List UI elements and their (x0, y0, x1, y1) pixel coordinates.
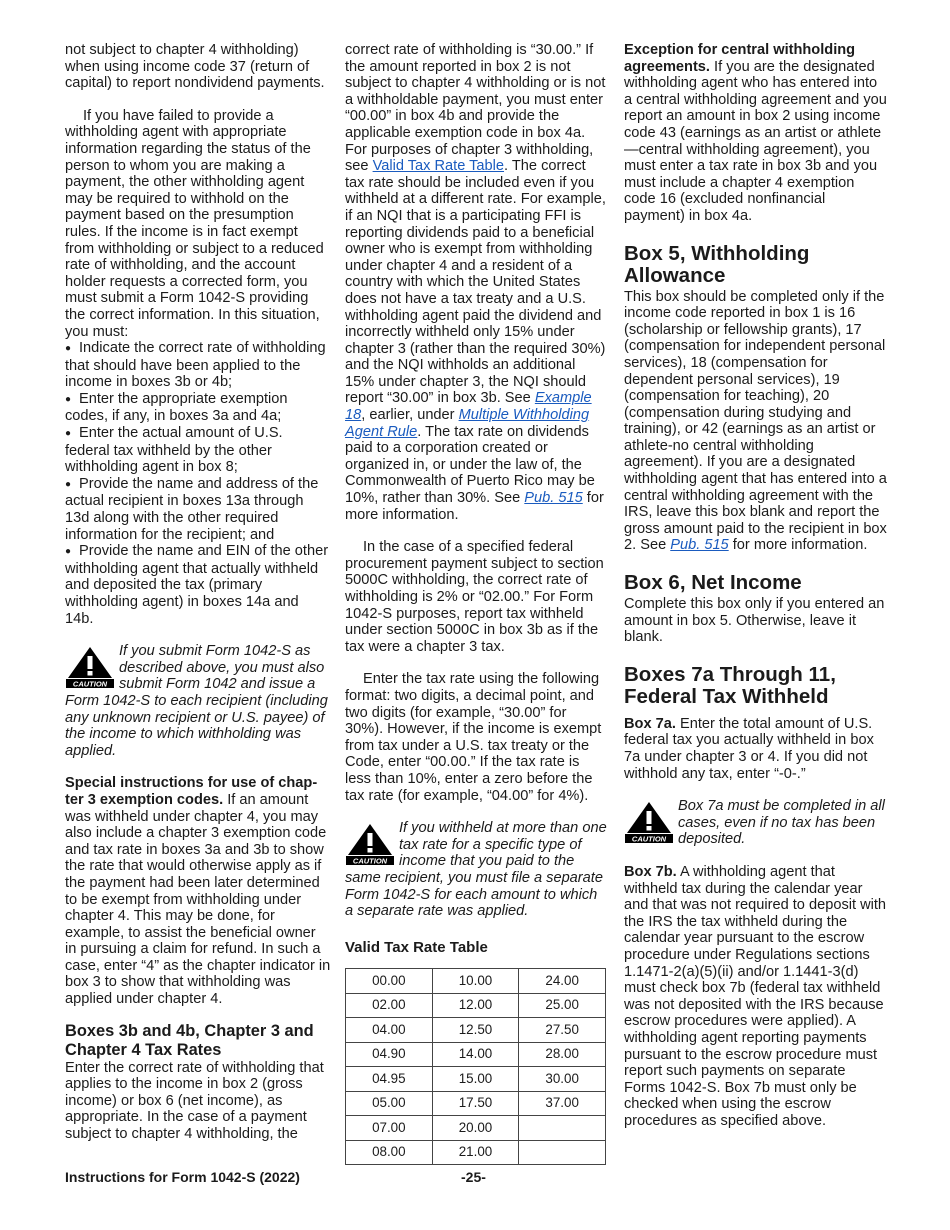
caution-text: If you submit Form 1042-S as described above, you must also submit Form 1042 and issue a Form 1042-S to each recipient (including any unknown recipient or U.S. payee) of the income to which withholding was applied. (65, 643, 328, 759)
paragraph-failed-to-provide: If you have failed to provide a withholding agent with appropriate information regarding the status of the person to whom you are making a payment, the other withholding agent may be required to withhold on the payment based on the presumption rules. If the income is in fact exempt from withholding or subject to a reduced rate of withholding, and the account holder requests a corrected form, you must submit a Form 1042-S providing the correct information. In this situation, you must: (65, 107, 324, 340)
link-pub-515[interactable]: Pub. 515 (670, 537, 729, 554)
run-in-heading: Exception for central withholding agreements. (624, 42, 856, 75)
caution-icon-label: CAUTION (631, 834, 667, 844)
paragraph-rate-format: Enter the tax rate using the following format: two digits, a decimal point, and two digits (for example, “30.00” for 30%). However, if the income is exempt from tax under a U.S. tax treaty or the Code, enter “00.00.” If the tax rate is less than 10%, enter a zero before the tax rate (for example, “04.00” for 4%). (345, 671, 602, 804)
table-row (346, 993, 606, 1018)
paragraph-central-withholding: Exception for central withholding agreements. If you are the designated withholding agent who has entered into a central withholding agreement and you report an amount in box 2 using income code 43 (earnings as an artist or athlete—central withholding agreement), you must enter a tax rate in box 3b and you must include a chapter 4 exemption code 16 (excluded nonfinancial payment) in box 4a. (624, 42, 887, 224)
table-cell (519, 1116, 606, 1141)
table-row (346, 1140, 606, 1165)
caution-text: Box 7a must be completed in all cases, even if no tax has been deposited. (678, 798, 885, 848)
table-row (346, 1018, 606, 1043)
caution-icon (624, 800, 674, 844)
heading-box-6: Box 6, Net Income (624, 571, 802, 595)
table-cell: 05.00 (346, 1091, 433, 1116)
heading-boxes-7a-11: Boxes 7a Through 11, Federal Tax Withheld (624, 662, 836, 708)
table-cell: 00.00 (346, 969, 433, 994)
column-right (624, 42, 888, 1129)
caution-icon (65, 645, 115, 689)
list-item: ● Provide the name and EIN of the other withholding agent that actually withheld and deposited the tax (primary withholding agent) in boxes 14a and 14b. (65, 543, 329, 627)
table-cell: 17.50 (432, 1091, 519, 1116)
table-cell: 12.00 (432, 993, 519, 1018)
paragraph-federal-procurement: In the case of a specified federal procurement payment subject to section 5000C withholding, the correct rate of withholding is 2% or “02.00.” For Form 1042-S purposes, report tax withheld under section 5000C in box 3b as if the tax were a chapter 3 tax. (345, 539, 604, 655)
list-item: ● Enter the appropriate exemption codes, if any, in boxes 3a and 4a; (65, 390, 288, 425)
table-row (346, 969, 606, 994)
table-cell: 28.00 (519, 1042, 606, 1067)
table-row (346, 1091, 606, 1116)
paragraph-correct-rate: correct rate of withholding is “30.00.” If the amount reported in box 2 is not subject to chapter 4 withholding or is not a withholdable payment, you must enter “00.00” in box 4b and provide the applicable exemption code in box 4a. For purposes of chapter 3 withholding, see Valid Tax Rate Table. The correct tax rate should be included even if you withheld at a different rate. For example, if an NQI that is a participating FFI is reporting dividends paid to a beneficial owner who is exempt from withholding under chapter 4 and a resident of a country with which the United States does not have a tax treaty and a U.S. withholding agent paid the dividend and incorrectly withheld only 15% under chapter 3 (rather than the required 30%) and the NQI withholds an additional 15% under chapter 3, the NQI should report “30.00” in box 3b. See Example 18, earlier, under Multiple Withholding Agent Rule. The tax rate on dividends paid to a corporation created or organized in, or under the law of, the Commonwealth of Puerto Rico may be 10%, rather than 30%. See Pub. 515 for more information. (345, 42, 606, 523)
caution-note (624, 798, 888, 848)
table-row (346, 1067, 606, 1092)
table-row (346, 1116, 606, 1141)
link-valid-tax-rate-table[interactable]: Valid Tax Rate Table (372, 158, 505, 175)
table-cell: 04.00 (346, 1018, 433, 1043)
column-left (65, 42, 331, 1143)
table-cell: 08.00 (346, 1140, 433, 1165)
table-cell: 24.00 (519, 969, 606, 994)
table-cell: 30.00 (519, 1067, 606, 1092)
paragraph-box-6: Complete this box only if you entered an amount in box 5. Otherwise, leave it blank. (624, 596, 885, 646)
run-in-heading: Box 7b. (624, 863, 677, 880)
table-cell: 10.00 (432, 969, 519, 994)
link-pub-515[interactable]: Pub. 515 (524, 490, 583, 507)
bullet-list (65, 340, 331, 627)
table-cell: 25.00 (519, 993, 606, 1018)
paragraph-return-of-capital: not subject to chapter 4 withholding) when using income code 37 (return of capital) to report nondividend payments. (65, 42, 325, 92)
list-item: ● Indicate the correct rate of withholding that should have been applied to the income in boxes 3b or 4b; (65, 340, 326, 391)
caution-note (345, 820, 607, 920)
caution-note (65, 643, 331, 759)
caution-icon-label: CAUTION (72, 679, 108, 689)
table-cell (519, 1140, 606, 1165)
heading-box-5: Box 5, Withholding Allowance (624, 241, 810, 287)
paragraph-box-5: This box should be completed only if the income code reported in box 1 is 16 (scholarship or fellowship grants), 17 (compensation for independent personal services), 18 (compensation for dependent personal services), 19 (compensation for teaching), 20 (compensation during studying and training), or 42 (earnings as an artist or athlete-no central withholding agreement). If you are a designated withholding agent that has entered into a central withholding agreement with the IRS, leave this box blank and report the gross amount paid to the recipient in box 2. See Pub. 515 for more information. (624, 288, 887, 554)
caution-text: If you withheld at more than one tax rate for a specific type of income that you paid to the same recipient, you must file a separate Form 1042-S for each amount to which a separate rate was applied. (345, 820, 607, 920)
table-cell: 04.90 (346, 1042, 433, 1067)
table-cell: 15.00 (432, 1067, 519, 1092)
run-in-heading: Box 7a. (624, 715, 676, 732)
valid-tax-rate-table (345, 968, 606, 1165)
table-cell: 27.50 (519, 1018, 606, 1043)
heading-boxes-3b-4b: Boxes 3b and 4b, Chapter 3 and Chapter 4 Tax Rates (65, 1021, 314, 1059)
column-middle (345, 42, 607, 1165)
run-in-heading: Special instructions for use of chap-ter 3 exemption codes. (65, 775, 318, 808)
paragraph-box-7b: Box 7b. A withholding agent that withheld tax during the calendar year and that was not required to deposit with the IRS the tax withheld during the calendar year pursuant to the escrow procedure under Regulations sections 1.1471-2(a)(5)(ii) and/or 1.1441-3(d) must check box 7b (federal tax withheld was not deposited with the IRS because escrow procedures were applied). A withholding agent reporting payments pursuant to the escrow procedure must report such payments on separate Forms 1042-S. Box 7b must only be checked when using the escrow procedures as specified above. (624, 863, 887, 1129)
table-cell: 07.00 (346, 1116, 433, 1141)
link-example-18[interactable]: Example 18 (345, 390, 592, 424)
table-cell: 04.95 (346, 1067, 433, 1092)
list-item: ● Provide the name and address of the actual recipient in boxes 13a through 13d along with the other required information for the recipient; and (65, 475, 319, 543)
table-cell: 14.00 (432, 1042, 519, 1067)
table-cell: 12.50 (432, 1018, 519, 1043)
footer-title: Instructions for Form 1042-S (2022) (65, 1169, 300, 1185)
table-row (346, 1042, 606, 1067)
caution-icon (345, 822, 395, 866)
caution-icon-label: CAUTION (352, 856, 388, 866)
page-number: -25- (461, 1169, 486, 1185)
paragraph-box-7a: Box 7a. Enter the total amount of U.S. federal tax you actually withheld in box 7a under chapter 3 or 4. If you did not withhold any tax, enter “-0-.” (624, 715, 874, 782)
table-cell: 02.00 (346, 993, 433, 1018)
table-cell: 20.00 (432, 1116, 519, 1141)
table-cell: 37.00 (519, 1091, 606, 1116)
table-title: Valid Tax Rate Table (345, 938, 488, 956)
paragraph-tax-rates: Enter the correct rate of withholding that applies to the income in box 2 (gross income) or box 6 (net income), as appropriate. In the case of a payment subject to chapter 4 withholding, the (65, 1059, 324, 1143)
list-item: ● Enter the actual amount of U.S. federal tax withheld by the other withholding agent in box 8; (65, 425, 283, 476)
paragraph-special-instructions: Special instructions for use of chap-ter 3 exemption codes. If an amount was withheld under chapter 4, you may also include a chapter 3 exemption code and tax rate in boxes 3a and 3b to show the rate that would otherwise apply as if the payment had been later determined to be exempt from withholding under chapter 4. This may be done, for example, to assist the beneficial owner in pursuing a claim for refund. In such a case, enter “4” as the chapter indicator in box 3 to show that withholding was applied under chapter 4. (65, 775, 331, 1008)
link-multiple-withholding-agent-rule[interactable]: Multiple Withholding Agent Rule (345, 407, 590, 440)
table-cell: 21.00 (432, 1140, 519, 1165)
